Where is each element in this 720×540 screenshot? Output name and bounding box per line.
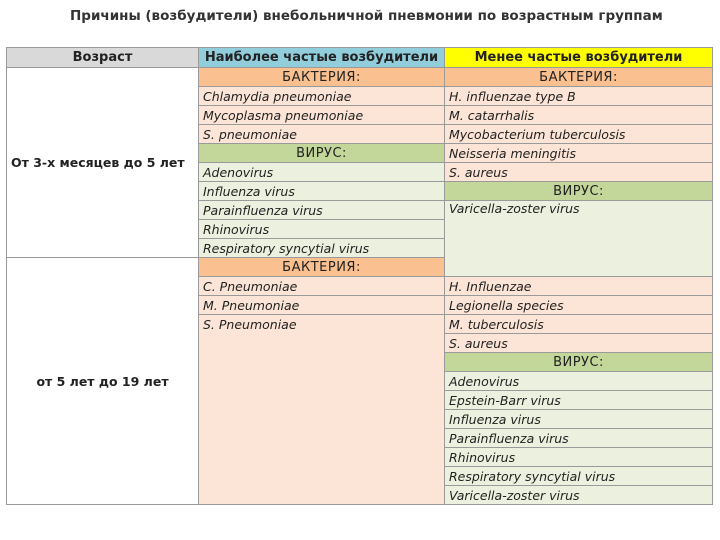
pathogen-cell: C. Pneumoniae [199,277,445,296]
pathogen-cell: S. Pneumoniae [199,315,445,505]
category-bacteria: БАКТЕРИЯ: [445,68,713,87]
header-age: Возраст [7,48,199,68]
pathogen-cell: Parainfluenza virus [445,429,713,448]
pathogen-cell: M. tuberculosis [445,315,713,334]
pathogen-cell: Varicella-zoster virus [445,201,713,277]
pathogen-cell: Influenza virus [199,182,445,201]
pathogen-cell: Varicella-zoster virus [445,486,713,505]
pathogen-cell: Neisseria meningitis [445,144,713,163]
pathogen-cell: Adenovirus [445,372,713,391]
pathogen-cell: Adenovirus [199,163,445,182]
category-virus: ВИРУС: [199,144,445,163]
table-row [7,68,713,87]
pathogen-cell: S. aureus [445,334,713,353]
category-virus: ВИРУС: [445,353,713,372]
pathogens-table [6,47,713,505]
category-bacteria: БАКТЕРИЯ: [199,68,445,87]
pathogen-cell: S. aureus [445,163,713,182]
pathogen-cell: M. Pneumoniae [199,296,445,315]
header-less-common: Менее частые возбудители [445,48,713,68]
pathogen-cell: M. catarrhalis [445,106,713,125]
pathogen-cell: Chlamydia pneumoniae [199,87,445,106]
pathogen-cell: Epstein-Barr virus [445,391,713,410]
pathogen-cell: Influenza virus [445,410,713,429]
pathogen-cell: S. pneumoniae [199,125,445,144]
pathogen-cell: Legionella species [445,296,713,315]
pathogen-cell: Mycoplasma pneumoniae [199,106,445,125]
pathogen-cell: H. Influenzae [445,277,713,296]
category-bacteria: БАКТЕРИЯ: [199,258,445,277]
age-group-2: от 5 лет до 19 лет [7,258,199,505]
header-row [7,48,713,68]
category-virus: ВИРУС: [445,182,713,201]
pathogen-cell: H. influenzae type B [445,87,713,106]
age-group-1: От 3-х месяцев до 5 лет [7,68,199,258]
pathogen-cell: Respiratory syncytial virus [445,467,713,486]
header-most-common: Наиболее частые возбудители [199,48,445,68]
page-title: Причины (возбудители) внебольничной пневмонии по возрастным группам [70,8,663,24]
pathogen-cell: Mycobacterium tuberculosis [445,125,713,144]
pathogen-cell: Rhinovirus [199,220,445,239]
pathogen-cell: Rhinovirus [445,448,713,467]
pathogen-cell: Parainfluenza virus [199,201,445,220]
pathogen-cell: Respiratory syncytial virus [199,239,445,258]
